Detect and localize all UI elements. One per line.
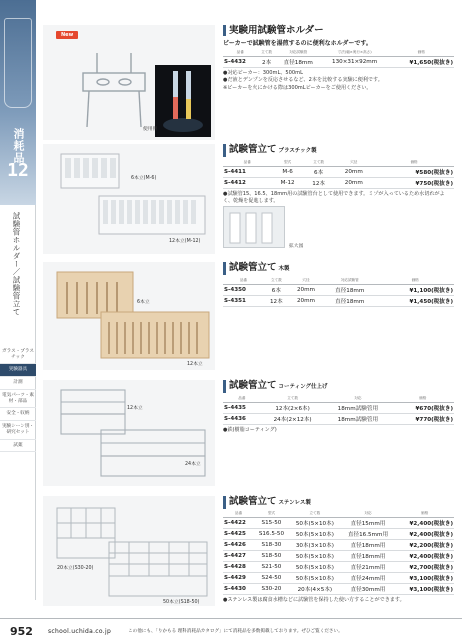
product-details — [223, 262, 454, 307]
table-row — [223, 414, 454, 425]
table-row — [223, 573, 454, 584]
detail-illustration — [224, 207, 286, 249]
cell: 直径18mm用 — [341, 551, 395, 562]
left-rail — [0, 0, 36, 600]
caption: 24本立 — [185, 462, 201, 467]
cell: 直径16.5mm用 — [341, 529, 395, 540]
cell: M-12 — [271, 178, 303, 189]
section-label: 試験管ホルダー／試験管立て — [12, 212, 21, 316]
cell: S21-50 — [254, 562, 289, 573]
caption: 50本立(S18-50) — [163, 600, 200, 605]
nav-item-active[interactable]: 実験器具 — [0, 364, 36, 377]
header-cell: 品番 — [223, 396, 261, 403]
item-code: S-4435 — [223, 403, 261, 414]
header-cell: 対応試験管 — [276, 50, 321, 57]
caption: 20本立(S30-20) — [57, 566, 94, 571]
product-details — [223, 496, 454, 604]
header-cell: 品番 — [223, 278, 264, 285]
glassware-illustration — [4, 18, 32, 108]
cell: 20mm — [289, 285, 323, 296]
product-photo — [43, 262, 215, 370]
product-title — [223, 144, 454, 157]
table-row — [223, 584, 454, 595]
header-cell: 対応 — [341, 511, 395, 518]
cell: 直径18mm — [323, 285, 376, 296]
title-sub: コーティング仕上げ — [278, 384, 328, 390]
table-row — [223, 529, 454, 540]
category-number: 12 — [7, 160, 29, 181]
category-banner — [0, 0, 36, 205]
spec-table — [223, 278, 454, 307]
cell: 20本(4×5本) — [289, 584, 341, 595]
cell: 直径15mm用 — [341, 518, 395, 529]
wood-rack-illustration — [43, 262, 215, 370]
header-cell: 対応試験管 — [323, 278, 376, 285]
cell: S24-50 — [254, 573, 289, 584]
price: ¥2,400(税抜き) — [395, 518, 454, 529]
product-details — [223, 380, 454, 434]
price: ¥1,650(税抜き) — [389, 57, 454, 68]
spec-table — [223, 160, 454, 189]
cell: 30本(3×10本) — [289, 540, 341, 551]
product-title — [223, 262, 454, 275]
header-cell: 立て数 — [289, 511, 341, 518]
product-section-coated — [43, 380, 454, 490]
cell: 12本 — [264, 296, 289, 307]
category-name: 消耗品 — [12, 128, 25, 164]
cell: S18-30 — [254, 540, 289, 551]
cell: S18-50 — [254, 551, 289, 562]
header-cell: 品番 — [223, 50, 257, 57]
page-footer — [0, 618, 462, 644]
cell: M-6 — [271, 167, 303, 178]
cell: S16.5-50 — [254, 529, 289, 540]
title-text: 試験管立て — [229, 262, 277, 273]
cell: 20mm — [334, 178, 375, 189]
cell: 130×31×92mm — [321, 57, 389, 68]
footer-note: この他にも、「りかもる 理科消耗品カタログ」にて消耗品を多数掲載しております。ぜひご覧ください。 — [128, 629, 343, 634]
item-code: S-4427 — [223, 551, 254, 562]
price: ¥3,100(税抜き) — [395, 573, 454, 584]
nav-item[interactable]: 実験シーン別・研究セット — [0, 421, 36, 439]
cell: 20mm — [334, 167, 375, 178]
product-title — [223, 380, 454, 393]
title-text: 試験管立て — [229, 144, 277, 155]
cell: 6本 — [264, 285, 289, 296]
product-section-wood — [43, 262, 454, 372]
product-section-plastic — [43, 144, 454, 254]
table-row — [223, 551, 454, 562]
table-row — [223, 296, 454, 307]
cell: 12本 — [304, 178, 334, 189]
title-sub: ステンレス製 — [278, 500, 311, 506]
table-row — [223, 540, 454, 551]
nav-item[interactable]: ガラス・プラスチック — [0, 346, 36, 364]
header-cell: 価格 — [389, 50, 454, 57]
item-code: S-4411 — [223, 167, 271, 178]
caption: 6本立(M-6) — [131, 176, 157, 181]
item-code: S-4350 — [223, 285, 264, 296]
coated-rack-illustration — [43, 380, 215, 486]
table-row — [223, 178, 454, 189]
nav-item[interactable]: 計測 — [0, 377, 36, 390]
product-photo — [43, 25, 215, 140]
item-code: S-4412 — [223, 178, 271, 189]
cell: 18mm試験管用 — [324, 403, 391, 414]
cell: 24本(2×12本) — [261, 414, 324, 425]
price: ¥580(税抜き) — [374, 167, 454, 178]
price: ¥1,100(税抜き) — [376, 285, 454, 296]
cell: 直径18mm用 — [341, 540, 395, 551]
new-badge: New — [56, 31, 78, 39]
nav-item[interactable]: 試薬 — [0, 440, 36, 453]
cell: 50本(5×10本) — [289, 529, 341, 540]
header-cell: 立て数 — [264, 278, 289, 285]
header-cell: 品番 — [223, 160, 271, 167]
note: ※ビーカーを火にかける際は300mLビーカーをご使用ください。 — [223, 84, 372, 91]
spec-table — [223, 396, 454, 425]
product-title: 実験用試験管ホルダー — [223, 25, 454, 36]
header-cell: 立て数 — [261, 396, 324, 403]
product-section-stainless — [43, 496, 454, 616]
nav-item[interactable]: 安全・収納 — [0, 408, 36, 421]
product-section-holder — [43, 25, 454, 143]
header-cell: 価格 — [391, 396, 454, 403]
cell: 直径18mm — [276, 57, 321, 68]
header-cell: 価格 — [376, 278, 454, 285]
header-cell: 立て数 — [304, 160, 334, 167]
item-code: S-4429 — [223, 573, 254, 584]
note: ●鉄(樹脂コーティング) — [223, 427, 277, 433]
cell: S15-50 — [254, 518, 289, 529]
product-details — [223, 144, 454, 249]
item-code: S-4426 — [223, 540, 254, 551]
notes — [223, 427, 454, 434]
table-row — [223, 518, 454, 529]
nav-item[interactable]: 電気パーツ・素材・部品 — [0, 390, 36, 408]
cell: 50本(5×10本) — [289, 573, 341, 584]
header-cell: 対応 — [324, 396, 391, 403]
table-row — [223, 285, 454, 296]
site-url[interactable]: school.uchida.co.jp — [48, 628, 112, 635]
title-text: 試験管立て — [229, 496, 277, 507]
price: ¥2,400(税抜き) — [395, 551, 454, 562]
item-code: S-4428 — [223, 562, 254, 573]
notes — [223, 597, 454, 604]
price: ¥1,450(税抜き) — [376, 296, 454, 307]
title-text: 試験管立て — [229, 380, 277, 391]
note: ●試験管15、16.5、18mm用の試験管台として使用できます。ミゾが入っているため水切れがよく、乾燥を促進します。 — [223, 191, 445, 205]
header-cell: 穴径 — [289, 278, 323, 285]
caption: 使用例 — [143, 127, 158, 132]
stainless-rack-illustration — [43, 496, 215, 606]
item-code: S-4425 — [223, 529, 254, 540]
notes — [223, 70, 454, 92]
price: ¥670(税抜き) — [391, 403, 454, 414]
price: ¥2,700(税抜き) — [395, 562, 454, 573]
page-number: 952 — [10, 625, 33, 638]
header-cell: 穴径 — [334, 160, 375, 167]
cell: 6本 — [304, 167, 334, 178]
cell: 20mm — [289, 296, 323, 307]
header-cell: 価格 — [374, 160, 454, 167]
notes — [223, 191, 454, 206]
product-details — [223, 25, 454, 92]
product-photo — [43, 496, 215, 606]
caption: 拡大図 — [289, 244, 304, 249]
note: ●だ液とデンプンを反応させるなど、2本を比較する実験に便利です。 — [223, 77, 383, 84]
header-cell: 型式 — [254, 511, 289, 518]
header-cell: 立て数 — [257, 50, 275, 57]
price: ¥750(税抜き) — [374, 178, 454, 189]
cell: 50本(5×10本) — [289, 551, 341, 562]
cell: 直径30mm用 — [341, 584, 395, 595]
note: ●ステンレス製は腐食水槽などに試験管を保持した使い方することができます。 — [223, 597, 405, 603]
note: ●対応ビーカー：300mL、500mL — [223, 70, 303, 76]
product-photo — [43, 380, 215, 486]
item-code: S-4351 — [223, 296, 264, 307]
table-row — [223, 57, 454, 68]
cell: 直径18mm — [323, 296, 376, 307]
cell: 50本(5×10本) — [289, 518, 341, 529]
table-row — [223, 403, 454, 414]
price: ¥3,100(税抜き) — [395, 584, 454, 595]
price: ¥2,200(税抜き) — [395, 540, 454, 551]
item-code: S-4422 — [223, 518, 254, 529]
caption: 12本立(M-12) — [169, 239, 201, 244]
title-sub: プラスチック製 — [278, 148, 317, 154]
spec-table — [223, 511, 454, 595]
holder-illustration — [43, 25, 215, 140]
cell: 直径21mm用 — [341, 562, 395, 573]
cell: 12本(2×6本) — [261, 403, 324, 414]
spec-table — [223, 50, 454, 68]
header-cell: 寸法(幅×奥行×高さ) — [321, 50, 389, 57]
header-cell: 品番 — [223, 511, 254, 518]
price: ¥2,400(税抜き) — [395, 529, 454, 540]
table-row — [223, 562, 454, 573]
caption: 12本立 — [187, 362, 203, 367]
cell: 2本 — [257, 57, 275, 68]
product-lead: ビーカーで試験管を湯煎するのに便利なホルダーです。 — [223, 40, 372, 47]
title-sub: 木製 — [278, 266, 290, 272]
product-title — [223, 496, 454, 509]
caption: 12本立 — [127, 406, 143, 411]
category-nav — [0, 346, 36, 452]
cell: 18mm試験管用 — [324, 414, 391, 425]
price: ¥770(税抜き) — [391, 414, 454, 425]
item-code: S-4432 — [223, 57, 257, 68]
detail-photo — [223, 206, 285, 248]
header-cell: 型式 — [271, 160, 303, 167]
cell: 50本(5×10本) — [289, 562, 341, 573]
item-code: S-4430 — [223, 584, 254, 595]
table-row — [223, 167, 454, 178]
header-cell: 価格 — [395, 511, 454, 518]
product-photo — [43, 144, 215, 254]
cell: 直径24mm用 — [341, 573, 395, 584]
caption: 6本立 — [137, 300, 150, 305]
cell: S30-20 — [254, 584, 289, 595]
item-code: S-4436 — [223, 414, 261, 425]
